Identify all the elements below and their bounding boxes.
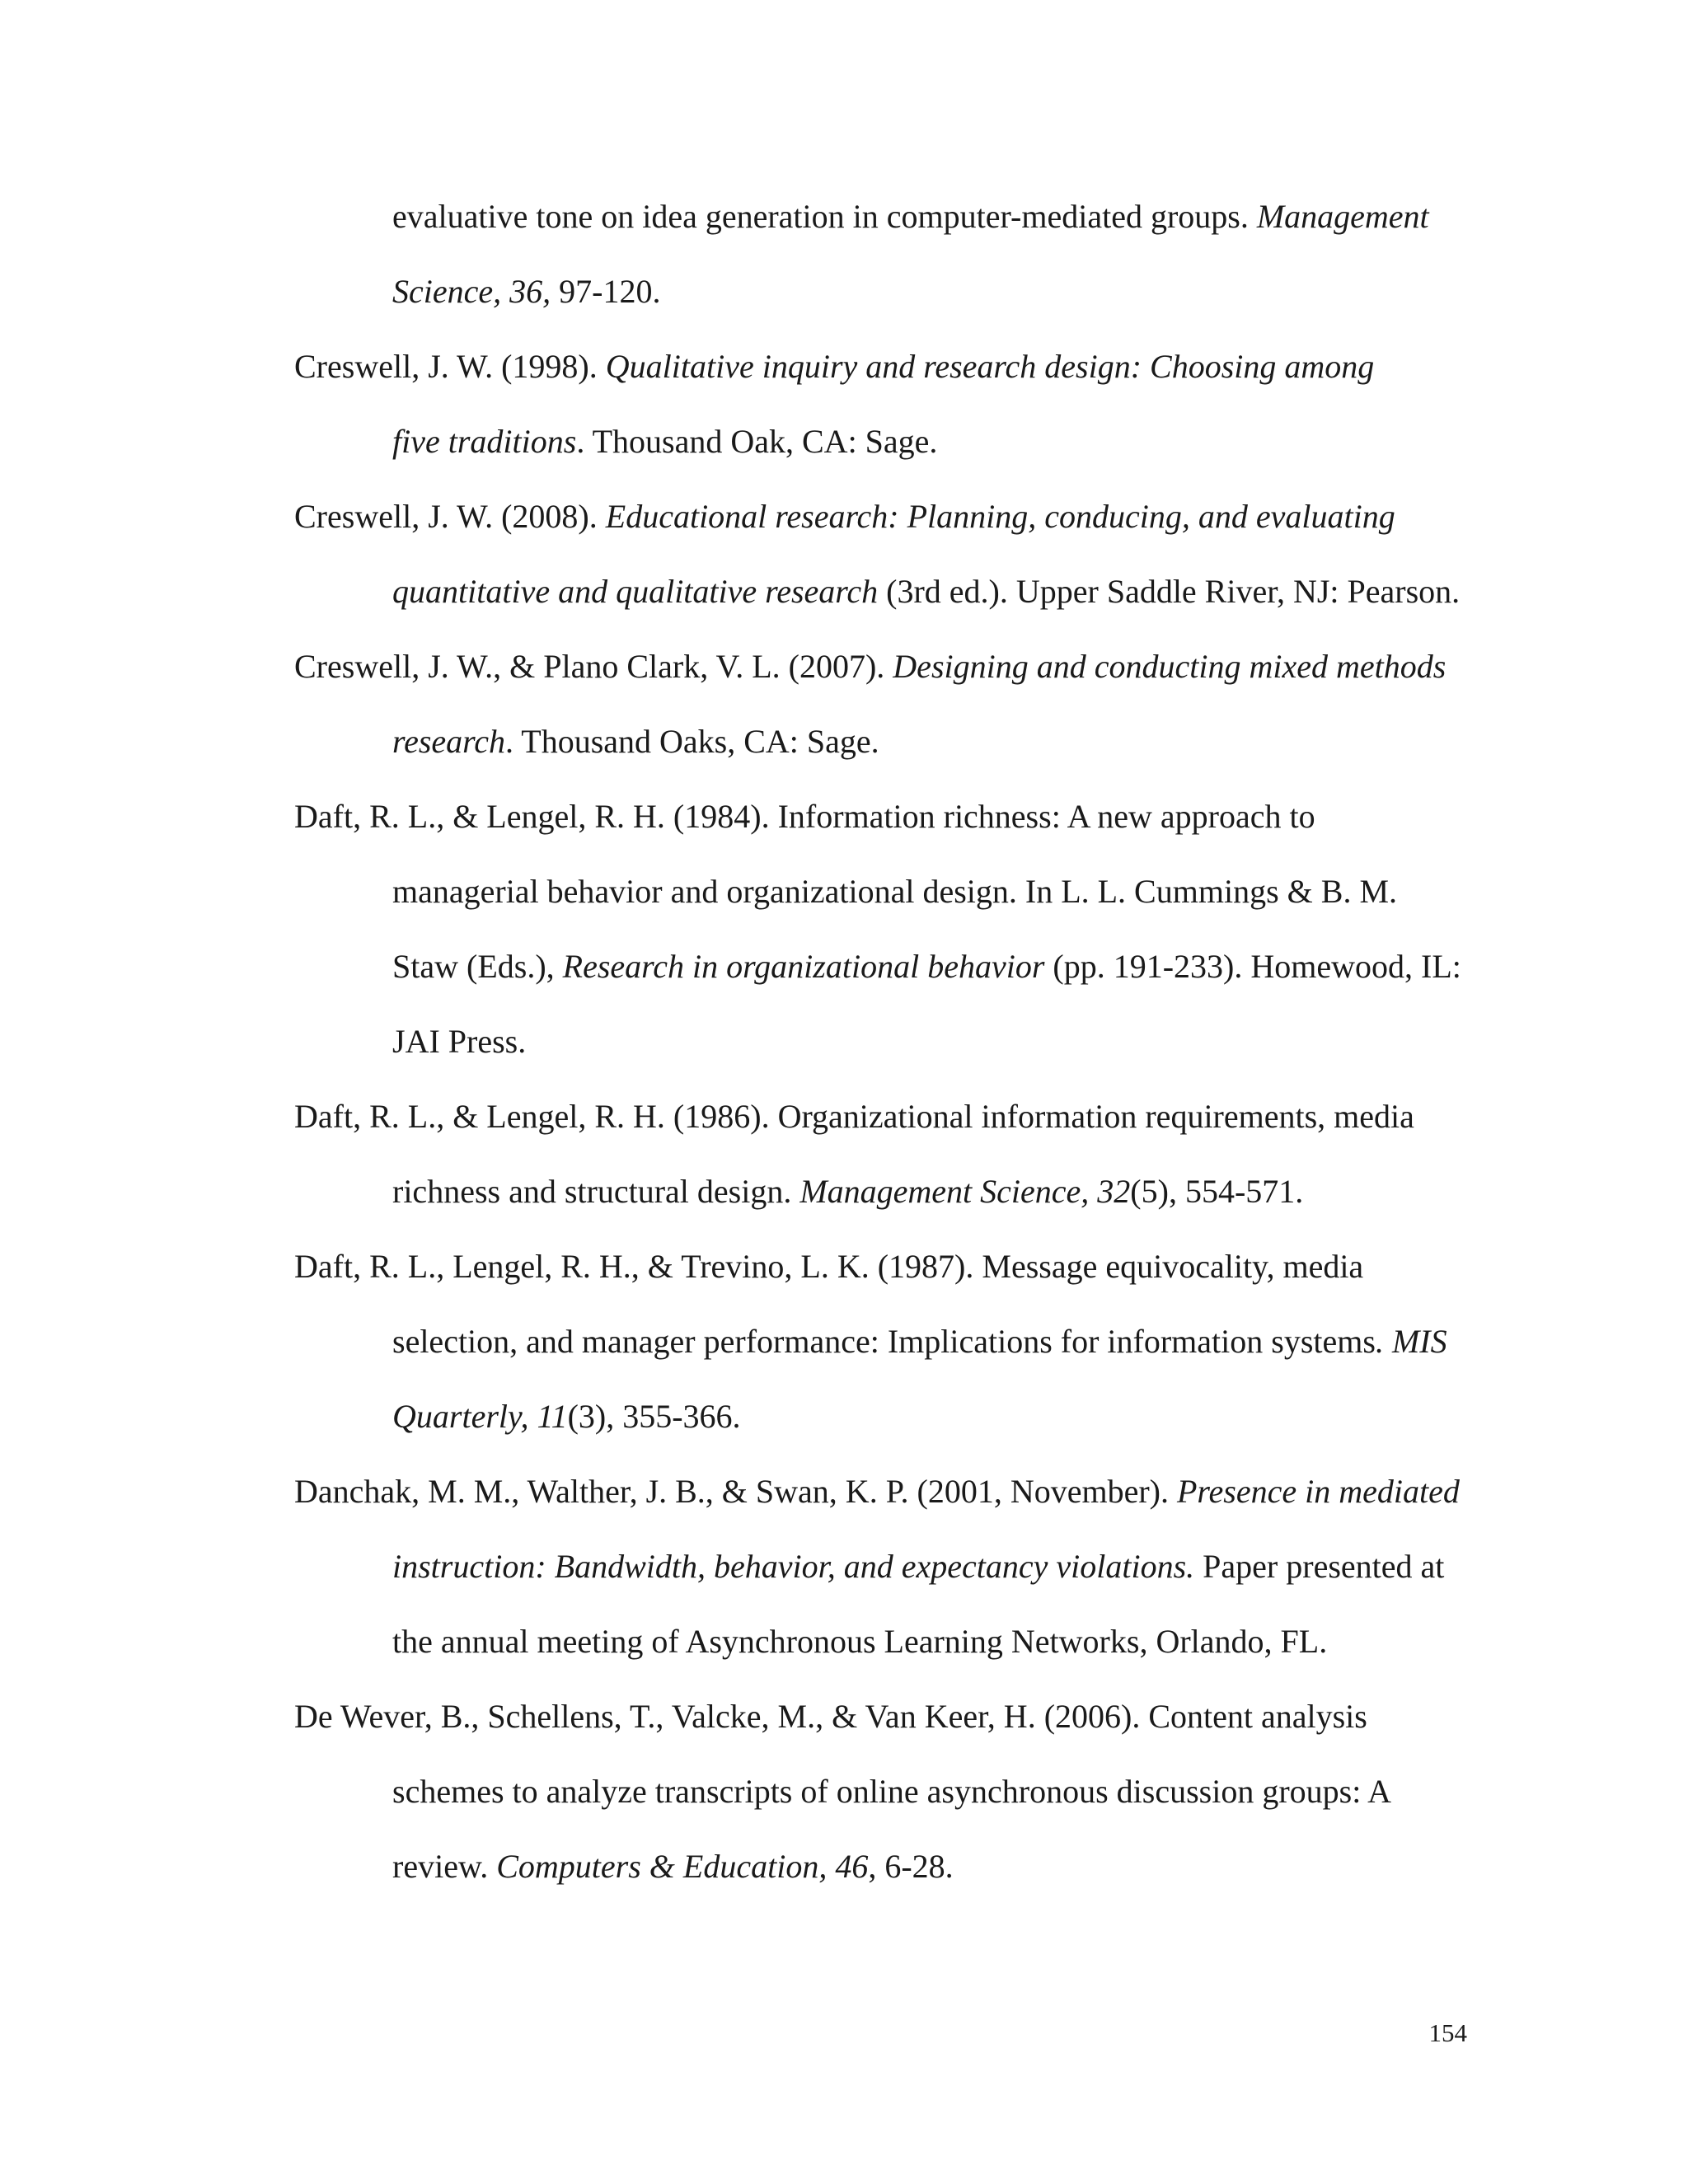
reference-text: Paper presented at — [1194, 1548, 1445, 1585]
reference-entry — [294, 786, 1481, 1086]
reference-italic-text: research — [392, 723, 505, 760]
reference-text: selection, and manager performance: Implications for information systems — [392, 1323, 1376, 1360]
reference-text: review. — [392, 1848, 497, 1885]
reference-line — [294, 411, 1481, 486]
reference-entry — [294, 1461, 1481, 1686]
reference-line — [294, 861, 1481, 936]
reference-entry — [294, 1686, 1481, 1911]
reference-text: (5), 554-571. — [1130, 1173, 1304, 1210]
reference-text: De Wever, B., Schellens, T., Valcke, M., & Van Keer, H. (2006). Content analysis — [294, 1698, 1367, 1735]
page-number: 154 — [1428, 2018, 1467, 2047]
reference-entry — [294, 336, 1481, 486]
reference-text: Daft, R. L., Lengel, R. H., & Trevino, L. K. (1987). Message equivocality, media — [294, 1248, 1364, 1285]
reference-text: 97-120. — [551, 273, 661, 310]
reference-line — [294, 636, 1481, 711]
reference-text: Creswell, J. W. (1998). — [294, 348, 606, 385]
reference-text: managerial behavior and organizational design. In L. L. Cummings & B. M. — [392, 873, 1398, 910]
reference-text: . Thousand Oak, CA: Sage. — [576, 423, 938, 460]
reference-text: Danchak, M. M., Walther, J. B., & Swan, K. P. (2001, November). — [294, 1473, 1177, 1510]
reference-list — [294, 186, 1481, 1911]
reference-line — [294, 1161, 1481, 1236]
reference-line — [294, 1386, 1481, 1461]
reference-line — [294, 1086, 1481, 1161]
reference-italic-text: Educational research: Planning, conducing, and evaluating — [605, 498, 1395, 535]
reference-italic-text: . MIS — [1375, 1323, 1447, 1360]
reference-entry — [294, 1236, 1481, 1461]
reference-italic-text: Management — [1256, 198, 1429, 235]
reference-entry — [294, 636, 1481, 786]
reference-text: schemes to analyze transcripts of online asynchronous discussion groups: A — [392, 1773, 1391, 1810]
reference-text: (3), 355-366. — [567, 1398, 741, 1435]
reference-italic-text: instruction: Bandwidth, behavior, and expectancy violations. — [392, 1548, 1195, 1585]
reference-italic-text: quantitative and qualitative research — [392, 573, 879, 610]
reference-italic-text: Science, 36, — [392, 273, 551, 310]
reference-text: Staw (Eds.), — [392, 948, 563, 985]
reference-line — [294, 1536, 1481, 1611]
reference-italic-text: Management Science, 32 — [799, 1173, 1131, 1210]
reference-line — [294, 336, 1481, 411]
reference-entry — [294, 1086, 1481, 1236]
reference-line — [294, 1461, 1481, 1536]
reference-line — [294, 1236, 1481, 1311]
reference-line — [294, 561, 1481, 636]
reference-italic-text: Computers & Education, 46 — [496, 1848, 869, 1885]
reference-text: richness and structural design. — [392, 1173, 800, 1210]
reference-line — [294, 1011, 1481, 1086]
reference-italic-text: five traditions — [392, 423, 577, 460]
reference-line — [294, 936, 1481, 1011]
reference-entry — [294, 486, 1481, 636]
reference-line — [294, 1686, 1481, 1761]
reference-line — [294, 1836, 1481, 1911]
reference-italic-text: Quarterly, 11 — [392, 1398, 568, 1435]
reference-text: JAI Press. — [392, 1023, 527, 1060]
reference-line — [294, 711, 1481, 786]
reference-line — [294, 1311, 1481, 1386]
reference-italic-text: Research in organizational behavior — [562, 948, 1045, 985]
reference-text: Daft, R. L., & Lengel, R. H. (1984). Information richness: A new approach to — [294, 798, 1315, 835]
reference-text: , 6-28. — [868, 1848, 954, 1885]
reference-line — [294, 1611, 1481, 1686]
reference-line — [294, 786, 1481, 861]
reference-text: . Thousand Oaks, CA: Sage. — [505, 723, 879, 760]
reference-text: evaluative tone on idea generation in computer-mediated groups. — [392, 198, 1257, 235]
reference-italic-text: Presence in mediated — [1176, 1473, 1460, 1510]
reference-text: (pp. 191-233). Homewood, IL: — [1044, 948, 1461, 985]
reference-text: Creswell, J. W., & Plano Clark, V. L. (2007). — [294, 648, 893, 685]
reference-entry — [294, 186, 1481, 336]
reference-text: Creswell, J. W. (2008). — [294, 498, 606, 535]
reference-text: the annual meeting of Asynchronous Learning Networks, Orlando, FL. — [392, 1623, 1328, 1660]
reference-line — [294, 261, 1481, 336]
reference-line — [294, 1761, 1481, 1836]
reference-text: (3rd ed.). Upper Saddle River, NJ: Pearson. — [878, 573, 1461, 610]
reference-italic-text: Qualitative inquiry and research design: Choosing among — [605, 348, 1375, 385]
reference-line — [294, 486, 1481, 561]
reference-line — [294, 186, 1481, 261]
reference-italic-text: Designing and conducting mixed methods — [893, 648, 1447, 685]
reference-text: Daft, R. L., & Lengel, R. H. (1986). Organizational information requirements, media — [294, 1098, 1414, 1135]
